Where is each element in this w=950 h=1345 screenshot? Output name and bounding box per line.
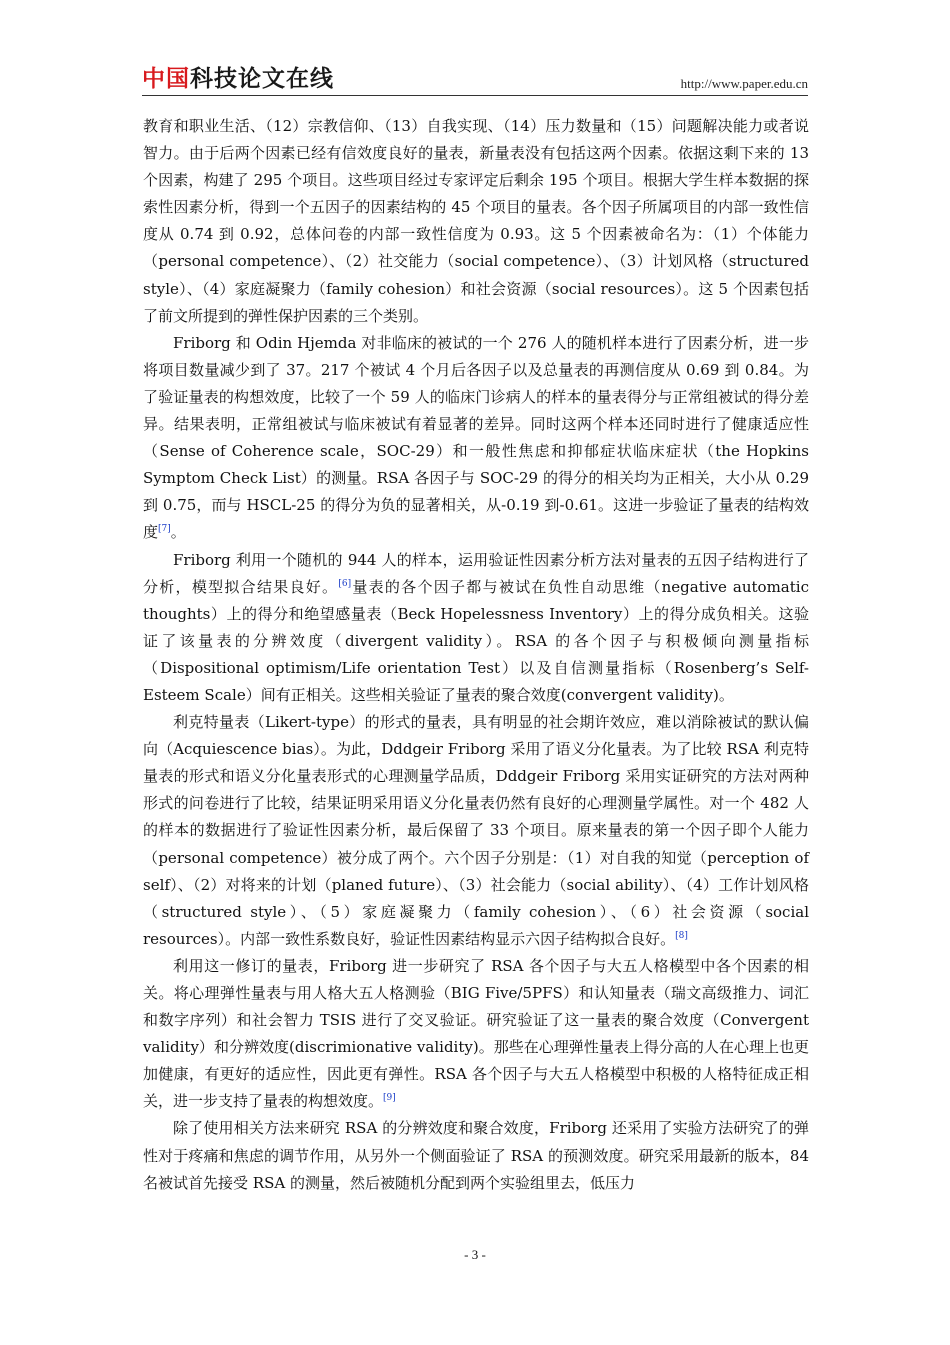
paragraph-3: [143, 547, 809, 710]
header-url[interactable]: http://www.paper.edu.cn: [680, 76, 808, 91]
citation-ref[interactable]: [7]: [158, 524, 171, 535]
paragraph-text: 除了使用相关方法来研究 RSA 的分辨效度和聚合效度，Friborg 还采用了实验方法研究了的弹性对于疼痛和焦虑的调节作用，从另外一个侧面验证了 RSA 的预测效度。研究采用最新的版本，84 名被试首先接受 RSA 的测量，然后被随机分配到两个实验组里去，低压力: [143, 1119, 809, 1192]
site-logo: [142, 64, 334, 94]
logo-black-text: 科技论文在线: [190, 66, 334, 92]
citation-ref[interactable]: [6]: [338, 578, 352, 589]
page-header: [142, 64, 808, 98]
header-divider: [142, 95, 808, 96]
paragraph-1: [143, 113, 809, 330]
article-body: [143, 113, 809, 1197]
paragraph-4: [143, 709, 809, 953]
paragraph-text: 教育和职业生活、（12）宗教信仰、（13）自我实现、（14）压力数量和（15）问题解决能力或者说智力。由于后两个因素已经有信效度良好的量表，新量表没有包括这两个因素。依据这剩下来的 13 个因素，构建了 295 个项目。这些项目经过专家评定后剩余 195 个项目。根据大学生样本数据的探索性因素分析，得到一个五因子的因素结构的 45 个项目的量表。各个因子所属项目的内部一致性信度从 0.74 到 0.92，总体问卷的内部一致性信度为 0.93。这 5 个因素被命名为：（1）个体能力（personal competence）、（2）社交能力（social competence）、（3）计划风格（structured style）、（4）家庭凝聚力（family cohesion）和社会资源（social resources）。这 5 个因素包括了前文所提到的弹性保护因素的三个类别。: [143, 117, 809, 325]
paragraph-5: [143, 953, 809, 1116]
paragraph-text: 利克特量表（Likert-type）的形式的量表，具有明显的社会期许效应，难以消除被试的默认偏向（Acquiescence bias）。为此，Dddgeir Friborg 采用了语义分化量表。为了比较 RSA 利克特量表的形式和语义分化量表形式的心理测量学品质，Dddgeir Friborg 采用实证研究的方法对两种形式的问卷进行了比较，结果证明采用语义分化量表仍然有良好的心理测量学属性。对一个 482 人的样本的数据进行了验证性因素分析，最后保留了 33 个项目。原来量表的第一个因子即个人能力（personal competence）被分成了两个。六个因子分别是：（1）对自我的知觉（perception of self）、（2）对将来的计划（planed future）、（3）社会能力（social ability）、（4）工作计划风格（structured style）、（5）家庭凝聚力（family cohesion）、（6）社会资源（social resources）。内部一致性系数良好，验证性因素结构显示六因子结构拟合良好。: [143, 713, 809, 948]
paragraph-text-after: 。: [170, 523, 186, 542]
paragraph-2: [143, 330, 809, 547]
logo-red-text: 中国: [142, 66, 190, 92]
paragraph-text: 利用这一修订的量表，Friborg 进一步研究了 RSA 各个因子与大五人格模型中各个因素的相关。将心理弹性量表与用人格大五人格测验（BIG Five/5PFS）和认知量表（瑞文高级推力、词汇和数字序列）和社会智力 TSIS 进行了交叉验证。研究验证了这一量表的聚合效度（Convergent validity）和分辨效度(discrimionative validity)。那些在心理弹性量表上得分高的人在心理上也更加健康，有更好的适应性，因此更有弹性。RSA 各个因子与大五人格模型中积极的人格特征成正相关，进一步支持了量表的构想效度。: [143, 956, 809, 1111]
citation-ref[interactable]: [8]: [675, 930, 688, 941]
page-number: - 3 -: [464, 1247, 486, 1262]
paragraph-6: [143, 1115, 809, 1196]
citation-ref[interactable]: [9]: [383, 1093, 396, 1104]
paragraph-text: Friborg 和 Odin Hjemda 对非临床的被试的一个 276 人的随机样本进行了因素分析，进一步将项目数量减少到了 37。217 个被试 4 个月后各因子以及总量表的再测信度从 0.69 到 0.84。为了验证量表的构想效度，比较了一个 59 人的临床门诊病人的样本的量表得分与正常组被试的得分差异。结果表明，正常组被试与临床被试有着显著的差异。同时这两个样本还同时进行了健康适应性（Sense of Coherence scale，SOC-29）和一般性焦虑和抑郁症状临床症状（the Hopkins Symptom Check List）的测量。RSA 各因子与 SOC-29 的得分的相关均为正相关，大小从 0.29 到 0.75，而与 HSCL-25 的得分为负的显著相关，从-0.19 到-0.61。这进一步验证了量表的结构效度: [143, 333, 809, 542]
paragraph-text: Friborg 利用一个随机的 944 人的样本，运用验证性因素分析方法对量表的五因子结构进行了分析，模型拟合结果良好。: [143, 550, 809, 596]
paragraph-text-after: 量表的各个因子都与被试在负性自动思维（negative automatic thoughts）上的得分和绝望感量表（Beck Hopelessness Inventory）上的得分成负相关。这验证了该量表的分辨效度（divergent validity）。RSA 的各个因子与积极倾向测量指标（Dispositional optimism/Life orientation Test）以及自信测量指标（Rosenberg’s Self-Esteem Scale）间有正相关。这些相关验证了量表的聚合效度(convergent validity)。: [143, 577, 809, 704]
